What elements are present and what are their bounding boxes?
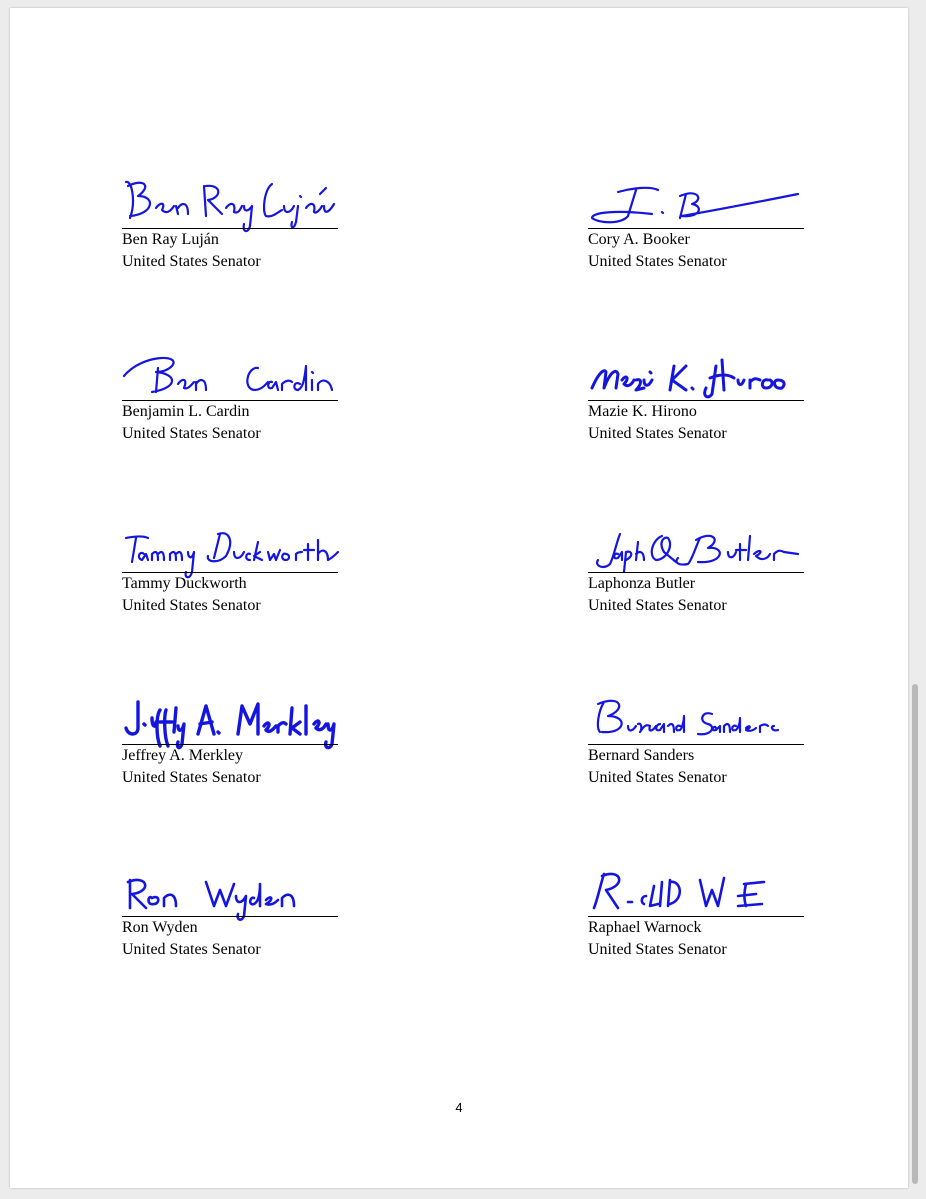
signatory-title: United States Senator [588,941,727,958]
signature-lujan [122,172,338,236]
signatory-name: Ben Ray Luján [122,231,219,248]
signature-warnock [588,860,804,924]
signatory-name: Mazie K. Hirono [588,403,697,420]
signature-merkley [122,688,338,752]
signatory-title: United States Senator [588,425,727,442]
signature-booker [588,172,804,236]
signatory-name: Tammy Duckworth [122,575,247,592]
signatory-title: United States Senator [122,253,261,270]
signatory-title: United States Senator [122,597,261,614]
signatory-title: United States Senator [122,425,261,442]
page-number: 4 [455,1100,463,1115]
signature-line [588,400,804,401]
signature-line [122,228,338,229]
signature-hirono [588,344,804,408]
signatory-title: United States Senator [122,941,261,958]
signatory-title: United States Senator [588,597,727,614]
signatory-title: United States Senator [122,769,261,786]
signature-line [122,744,338,745]
signatory-name: Jeffrey A. Merkley [122,747,243,764]
signature-line [588,572,804,573]
signatory-name: Benjamin L. Cardin [122,403,250,420]
signatory-title: United States Senator [588,769,727,786]
signature-line [122,572,338,573]
signatory-name: Bernard Sanders [588,747,695,764]
signature-line [588,916,804,917]
signatory-title: United States Senator [588,253,727,270]
signature-line [588,228,804,229]
signatory-name: Ron Wyden [122,919,198,936]
signatory-name: Cory A. Booker [588,231,690,248]
signatory-name: Laphonza Butler [588,575,696,592]
signature-cardin [122,344,338,408]
vertical-scrollbar[interactable] [912,684,918,1184]
signature-line [122,400,338,401]
signature-butler [588,516,804,580]
signature-line [122,916,338,917]
signature-sanders [588,688,804,752]
document-page [10,8,908,1188]
signature-wyden [122,860,338,924]
signature-duckworth [122,516,338,580]
signatory-name: Raphael Warnock [588,919,702,936]
signature-line [588,744,804,745]
